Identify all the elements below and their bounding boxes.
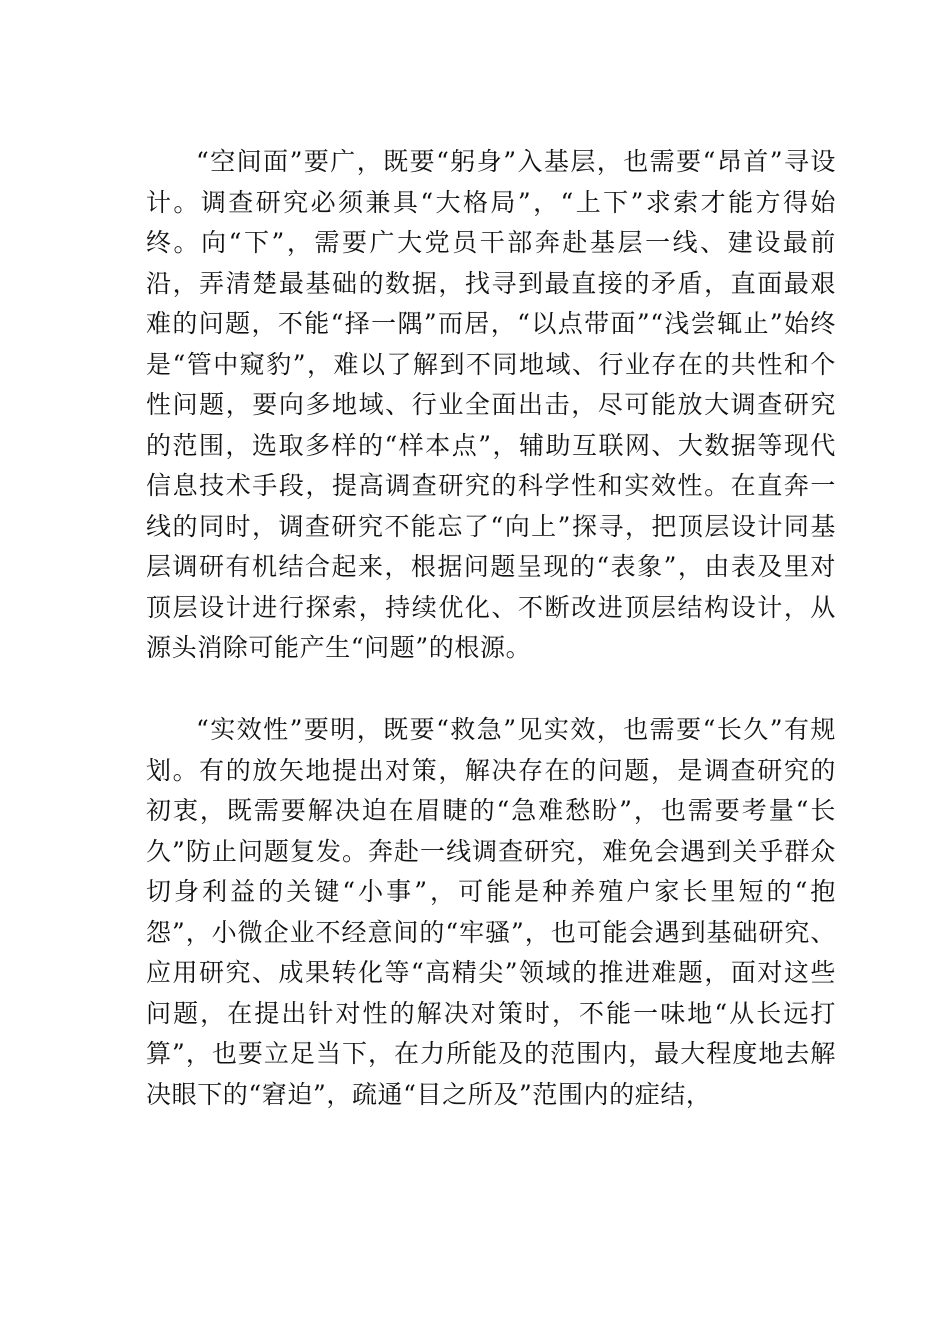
paragraph-effectiveness: “实效性”要明，既要“救急”见实效，也需要“长久”有规划。有的放矢地提出对策，解决存在的问题，是调查研究的初衷，既需要解决迫在眉睫的“急难愁盼”，也需要考量“长久”防止问题复发。奔赴一线调查研究，难免会遇到关乎群众切身利益的关键“小事”，可能是种养殖户家长里短的“抱怨”，小微企业不经意间的“牢骚”，也可能会遇到基础研究、应用研究、成果转化等“高精尖”领域的推进难题，面对这些问题，在提出针对性的解决对策时，不能一味地“从长远打算”，也要立足当下，在力所能及的范围内，最大程度地去解决眼下的“窘迫”，疏通“目之所及”范围内的症结， xyxy=(146,715,836,1109)
paragraph-spatial-scope: “空间面”要广，既要“躬身”入基层，也需要“昂首”寻设计。调查研究必须兼具“大格局”，“上下”求索才能方得始终。向“下”，需要广大党员干部奔赴基层一线、建设最前沿，弄清楚最基础的数据，找寻到最直接的矛盾，直面最艰难的问题，不能“择一隅”而居，“以点带面”“浅尝辄止”始终是“管中窥豹”，难以了解到不同地域、行业存在的共性和个性问题，要向多地域、行业全面出击，尽可能放大调查研究的范围，选取多样的“样本点”，辅助互联网、大数据等现代信息技术手段，提高调查研究的科学性和实效性。在直奔一线的同时，调查研究不能忘了“向上”探寻，把顶层设计同基层调研有机结合起来，根据问题呈现的“表象”，由表及里对顶层设计进行探索，持续优化、不断改进顶层结构设计，从源头消除可能产生“问题”的根源。 xyxy=(146,147,836,662)
